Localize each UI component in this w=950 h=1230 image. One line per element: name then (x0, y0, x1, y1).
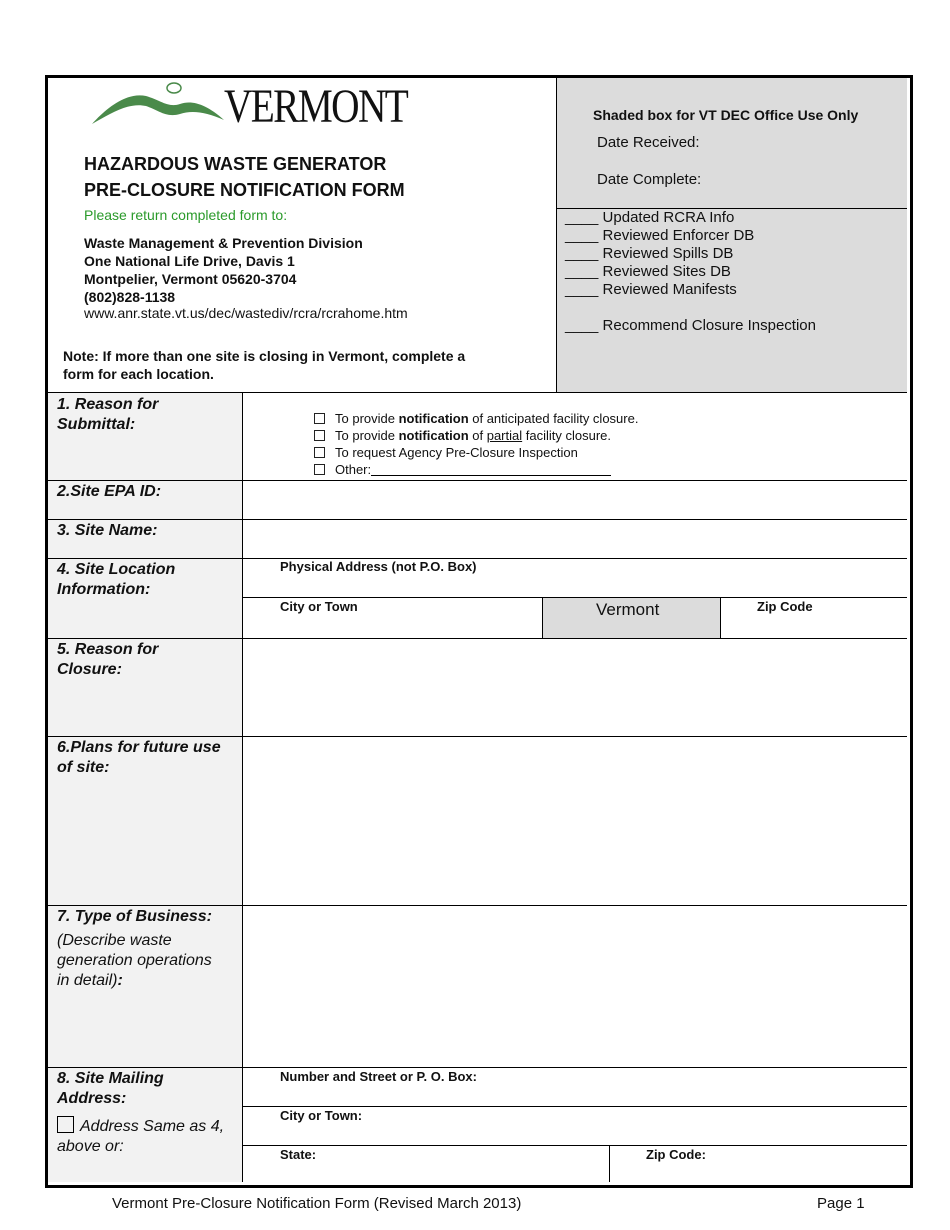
checklist-item: ____ Reviewed Manifests (565, 281, 737, 298)
section-6-label: 6.Plans for future use of site: (57, 739, 221, 776)
office-checklist (565, 209, 754, 299)
row-line (48, 392, 907, 393)
row-line (48, 1067, 907, 1068)
row-line (243, 597, 907, 598)
mailing-state-label: State: (280, 1147, 317, 1162)
logo-text: VERMONT (224, 80, 408, 133)
mailing-zip-label: Zip Code: (646, 1147, 706, 1162)
section-4-label: 4. Site Location Information: (57, 561, 176, 598)
row-line (243, 1145, 907, 1146)
type-of-business-field[interactable] (244, 907, 906, 1066)
checkbox-icon[interactable] (314, 430, 325, 441)
cell-divider (720, 597, 721, 638)
mailing-city-label: City or Town: (280, 1108, 363, 1123)
cell-divider (542, 597, 543, 638)
address-line: One National Life Drive, Davis 1 (84, 253, 295, 269)
address-same-checkbox[interactable] (57, 1116, 74, 1133)
vermont-logo-icon (88, 80, 228, 130)
note (63, 347, 465, 383)
site-name-field[interactable] (244, 521, 906, 557)
future-use-field[interactable] (244, 738, 906, 904)
reason-for-closure-field[interactable] (244, 640, 906, 735)
checklist-item: ____ Reviewed Sites DB (565, 263, 731, 280)
section-2-label: 2.Site EPA ID: (57, 483, 162, 500)
reason-option-other[interactable]: Other: (314, 461, 611, 478)
reason-option-inspection[interactable]: To request Agency Pre-Closure Inspection (314, 444, 578, 461)
header-divider (556, 78, 557, 392)
form-title-line2: PRE-CLOSURE NOTIFICATION FORM (84, 180, 405, 200)
address-line: Waste Management & Prevention Division (84, 235, 363, 251)
footer-page-number: Page 1 (817, 1195, 865, 1212)
note-line: form for each location. (63, 366, 214, 382)
return-instructions: Please return completed form to: (84, 207, 288, 223)
checkbox-icon[interactable] (314, 464, 325, 475)
section-3-label: 3. Site Name: (57, 522, 158, 539)
address-line: Montpelier, Vermont 05620-3704 (84, 271, 297, 287)
column-divider (242, 393, 243, 1182)
checklist-item: ____ Reviewed Enforcer DB (565, 227, 755, 244)
form-title-line1: HAZARDOUS WASTE GENERATOR (84, 154, 387, 174)
note-line: Note: If more than one site is closing in Vermont, complete a (63, 348, 466, 364)
checkbox-icon[interactable] (314, 447, 325, 458)
row-line (243, 1106, 907, 1107)
physical-address-label: Physical Address (not P.O. Box) (280, 559, 477, 574)
state-value: Vermont (596, 600, 660, 619)
section-7-label: 7. Type of Business: (57, 908, 212, 925)
row-line (48, 558, 907, 559)
street-label: Number and Street or P. O. Box: (280, 1069, 477, 1084)
address-phone: (802)828-1138 (84, 289, 176, 305)
row-line (48, 736, 907, 737)
city-town-label: City or Town (280, 599, 358, 614)
cell-divider (609, 1145, 610, 1182)
row-line (48, 905, 907, 906)
checklist-item: ____ Reviewed Spills DB (565, 245, 734, 262)
checklist-item: ____ Updated RCRA Info (565, 209, 735, 226)
mailing-address (84, 234, 363, 306)
section-5-label: 5. Reason for Closure: (57, 641, 159, 678)
website-url: www.anr.state.vt.us/dec/wastediv/rcra/rcrahome.htm (84, 305, 408, 321)
row-line (48, 519, 907, 520)
date-complete-label: Date Complete: (597, 171, 702, 188)
date-received-label: Date Received: (597, 134, 700, 151)
office-use-title: Shaded box for VT DEC Office Use Only (593, 107, 859, 123)
section-8-label: 8. Site Mailing Address: (57, 1070, 164, 1107)
zip-code-label: Zip Code (757, 599, 813, 614)
reason-option-partial[interactable]: To provide notification of partial facility closure. (314, 427, 611, 444)
address-same-option[interactable]: Address Same as 4, above or: (57, 1118, 225, 1155)
row-line (48, 480, 907, 481)
epa-id-field[interactable] (244, 482, 906, 518)
checkbox-icon[interactable] (314, 413, 325, 424)
row-line (48, 638, 907, 639)
footer-form-revision: Vermont Pre-Closure Notification Form (Revised March 2013) (112, 1195, 522, 1212)
section-1-label: 1. Reason for Submittal: (57, 396, 159, 433)
section-7-description: (Describe waste generation operations in detail): (57, 932, 212, 989)
recommend-inspection-item: ____ Recommend Closure Inspection (565, 317, 816, 334)
reason-option-anticipated[interactable]: To provide notification of anticipated facility closure. (314, 410, 638, 427)
other-input-line[interactable] (371, 475, 611, 476)
